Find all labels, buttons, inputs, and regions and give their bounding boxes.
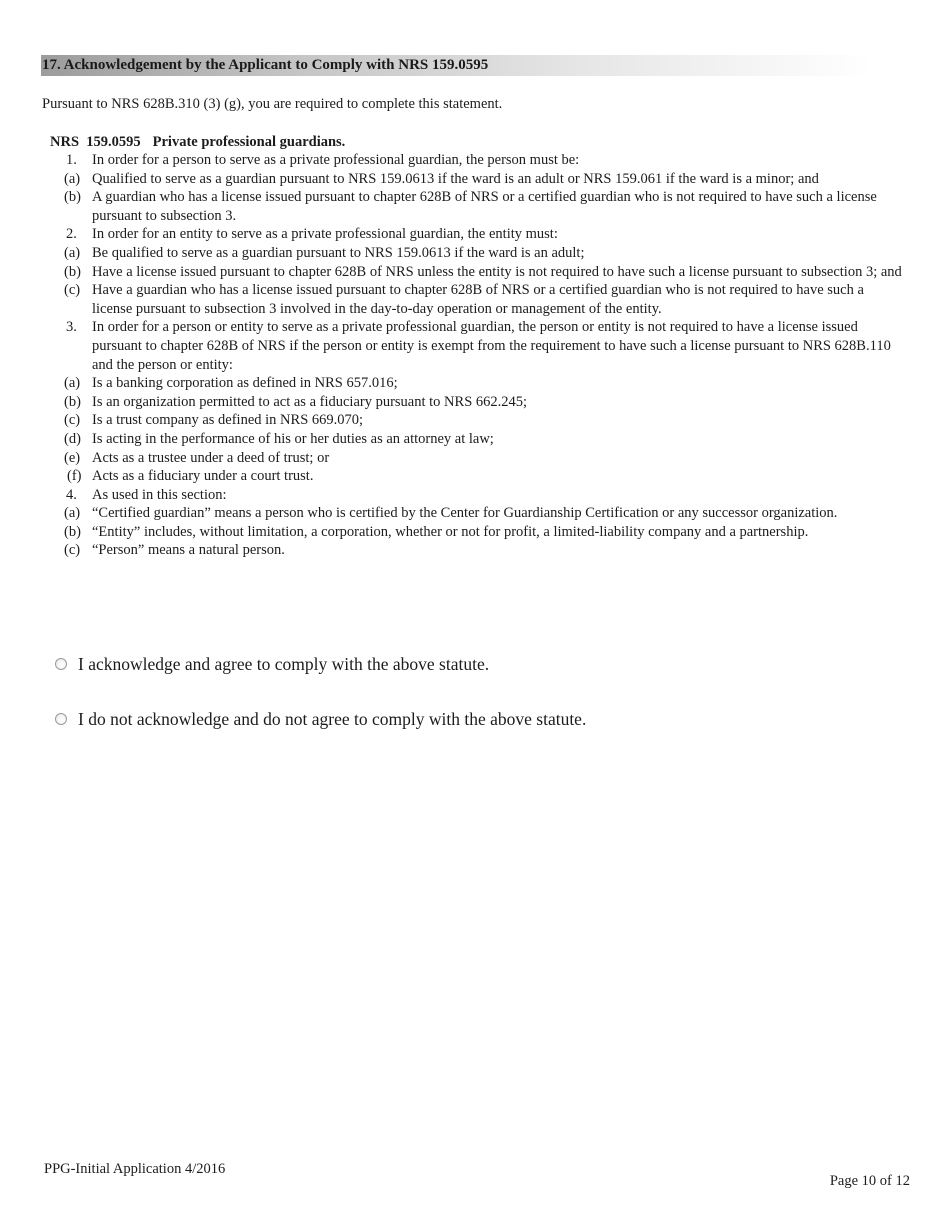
statute-item-marker: (e) — [64, 449, 81, 466]
statute-item-text: Be qualified to serve as a guardian pursuant to NRS 159.0613 if the ward is an adult; — [92, 244, 585, 261]
statute-item-marker: (a) — [64, 505, 81, 522]
statute-item-marker: (c) — [64, 542, 81, 559]
form-identifier: PPG-Initial Application 4/2016 — [44, 1161, 226, 1177]
statute-item-marker: (a) — [64, 244, 81, 261]
statute-item — [64, 504, 904, 523]
statute-item-text: Is a trust company as defined in NRS 669.070; — [92, 412, 364, 429]
statute-item — [64, 430, 904, 449]
statute-item-marker: (a) — [64, 170, 81, 187]
statute-item-text: In order for a person to serve as a private professional guardian, the person must be: — [92, 152, 580, 168]
statute-item-marker: (b) — [64, 523, 81, 540]
page-number: Page 10 of 12 — [829, 1173, 910, 1189]
agree-option[interactable] — [55, 653, 489, 675]
disagree-option[interactable] — [55, 708, 586, 730]
statute-item-text: “Entity” includes, without limitation, a corporation, whether or not for profit, a limited-liability company and a partnership. — [92, 523, 809, 540]
statute-item-marker: (b) — [64, 189, 81, 206]
agree-radio[interactable] — [55, 658, 67, 670]
disagree-radio[interactable] — [55, 713, 67, 725]
disagree-label: I do not acknowledge and do not agree to comply with the above statute. — [78, 709, 587, 729]
statute-item — [64, 467, 904, 486]
statute-item-marker: (f) — [67, 468, 82, 485]
statute-item — [64, 188, 904, 225]
statute-item-marker: (c) — [64, 412, 81, 429]
statute-item-text: Have a guardian who has a license issued pursuant to chapter 628B of NRS or a certified guardian who is not required to have such a license pursuant to subsection 3 involved in the day-to-day operation or management of the entity. — [92, 282, 864, 317]
statute-item-text: Is a banking corporation as defined in NRS 657.016; — [92, 375, 398, 392]
intro-text: Pursuant to NRS 628B.310 (3) (g), you are required to complete this statement. — [42, 96, 503, 112]
statute-item-marker: (a) — [64, 375, 81, 392]
statute-item-marker: 2. — [66, 226, 77, 243]
statute-item-text: In order for an entity to serve as a private professional guardian, the entity must: — [92, 226, 558, 243]
statute-item — [64, 170, 904, 189]
statute-item-text: Qualified to serve as a guardian pursuant to NRS 159.0613 if the ward is an adult or NRS 159.061 if the ward is a minor; and — [92, 170, 819, 187]
statute-item-marker: 1. — [66, 152, 77, 168]
statute-item — [64, 411, 904, 430]
statute-item — [64, 151, 904, 170]
statute-item-text: As used in this section: — [92, 486, 227, 503]
statute-item-text: A guardian who has a license issued pursuant to chapter 628B of NRS or a certified guardian who is not required to have such a license pursuant to subsection 3. — [92, 189, 877, 224]
statute-item-marker: (c) — [64, 282, 81, 299]
statute-title: Private professional guardians. — [152, 134, 346, 150]
statute-item-text: Acts as a fiduciary under a court trust. — [92, 468, 314, 485]
statute-item-text: “Person” means a natural person. — [92, 542, 285, 559]
statute-item — [64, 263, 904, 282]
statute-item-marker: 3. — [66, 319, 77, 336]
statute-item — [64, 225, 904, 244]
statute-item-text: Is an organization permitted to act as a fiduciary pursuant to NRS 662.245; — [92, 393, 528, 410]
statute-item-text: “Certified guardian” means a person who is certified by the Center for Guardianship Certification or any successor organization. — [92, 505, 838, 522]
statute-item-marker: (b) — [64, 393, 81, 410]
statute-item-marker: 4. — [66, 486, 77, 503]
agree-label: I acknowledge and agree to comply with the above statute. — [78, 654, 490, 674]
statute-item-marker: (d) — [64, 430, 81, 447]
statute-item — [64, 541, 904, 560]
statute-item — [64, 449, 904, 468]
statute-item — [64, 281, 904, 318]
statute-item-marker: (b) — [64, 263, 81, 280]
section-header: 17. Acknowledgement by the Applicant to Comply with NRS 159.0595 — [41, 55, 873, 76]
statute-item-text: Acts as a trustee under a deed of trust; or — [92, 449, 330, 466]
statute-item — [64, 393, 904, 412]
statute-item — [64, 486, 904, 505]
statute-item — [64, 523, 904, 542]
statute-item — [64, 374, 904, 393]
statute-code: NRS 159.0595 — [50, 134, 141, 150]
statute-item-text: Is acting in the performance of his or her duties as an attorney at law; — [92, 430, 494, 447]
statute-item — [64, 318, 904, 374]
statute-item-text: Have a license issued pursuant to chapter 628B of NRS unless the entity is not required to have such a license pursuant to subsection 3; and — [92, 263, 902, 280]
statute-item — [64, 244, 904, 263]
statute-text — [64, 151, 904, 560]
statute-heading — [50, 133, 345, 151]
statute-item-text: In order for a person or entity to serve as a private professional guardian, the person or entity is not required to have a license issued pursuant to chapter 628B of NRS if the person or entity is exempt from the requirement to have such a license pursuant to NRS 628B.110 and the person or entity: — [92, 319, 891, 373]
